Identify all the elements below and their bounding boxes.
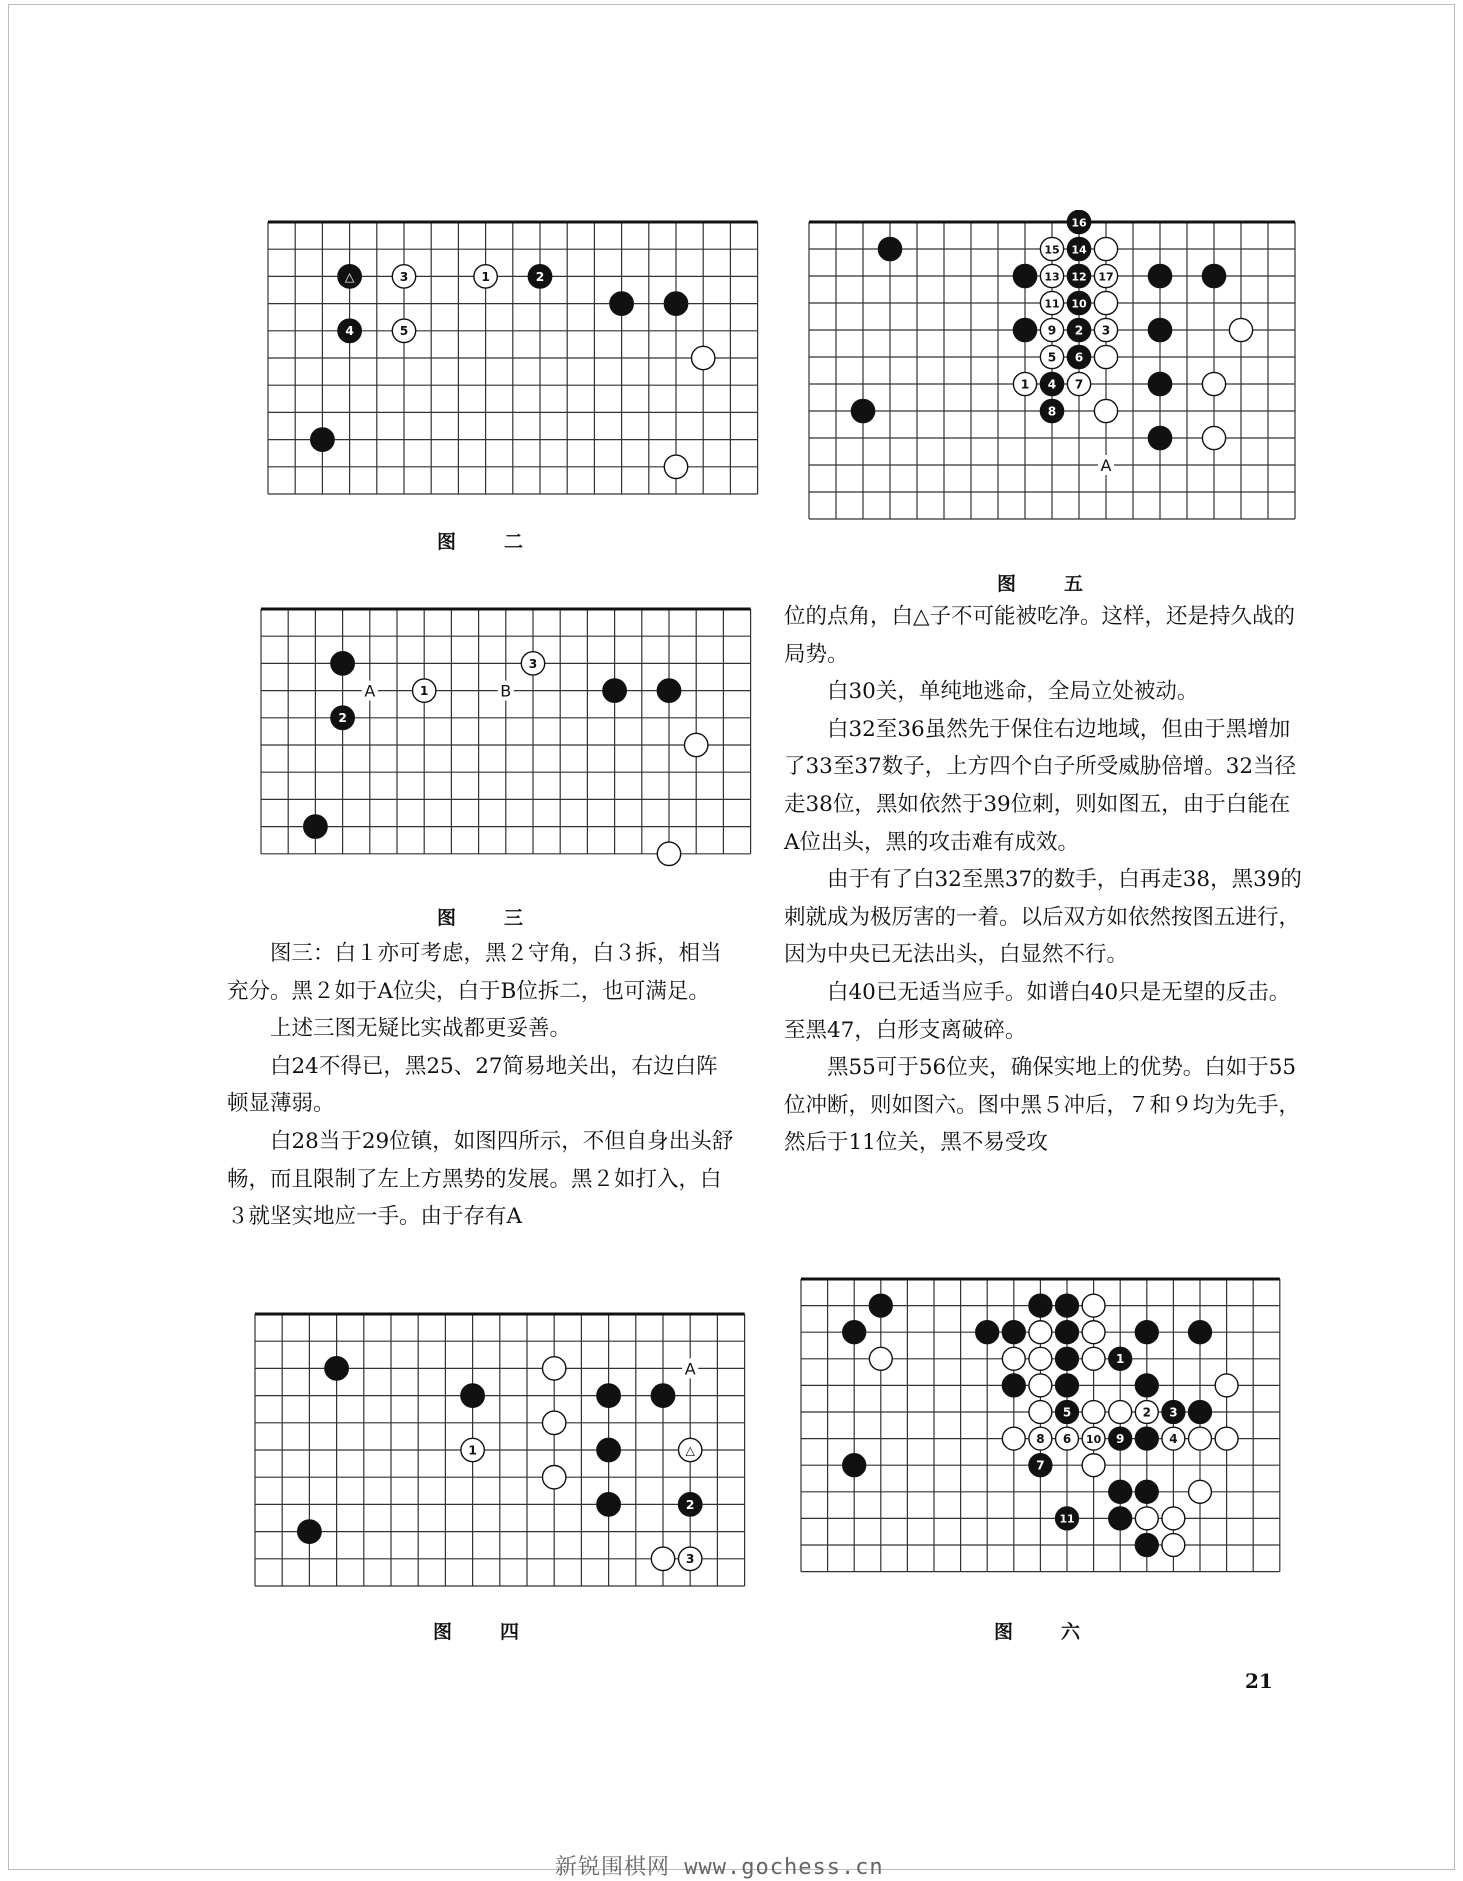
black-stone [461, 1384, 484, 1407]
caption-fig5 [997, 569, 1085, 596]
move-number: 2 [1142, 1405, 1151, 1420]
move-number: 1 [481, 269, 490, 284]
caption-fig5-word1: 图 [997, 573, 1019, 595]
white-stone [1040, 291, 1063, 314]
paragraph: 位的点角，白△子不可能被吃净。这样，还是持久战的局势。 [784, 604, 1296, 667]
black-stone [298, 1520, 321, 1543]
black-stone [1162, 1401, 1185, 1424]
paragraph: 黑55可于56位夹，确保实地上的优势。白如于55位冲断，则如图六。图中黑５冲后，７和９均为先手，然后于11位关，黑不易受攻 [784, 1055, 1301, 1156]
white-stone [521, 652, 544, 675]
board-mark-label: B [500, 681, 512, 701]
paragraph: 上述三图无疑比实战都更妥善。 [270, 1016, 572, 1042]
white-stone [1189, 1427, 1212, 1450]
caption-fig6-word2: 六 [1061, 1621, 1083, 1643]
board-grid [261, 609, 751, 854]
footer-watermark: 新锐围棋网 www.gochess.cn [555, 1855, 884, 1880]
caption-fig4-word1: 图 [433, 1621, 455, 1643]
paragraph: 图三：白１亦可考虑，黑２守角，白３拆，相当充分。黑２如于A位尖，白于B位拆二，也可满足。 [227, 941, 722, 1004]
black-stone [851, 399, 874, 422]
white-stone [1162, 1507, 1185, 1530]
black-stone [338, 265, 361, 288]
move-number: 2 [535, 269, 545, 284]
white-stone [1162, 1534, 1185, 1557]
white-stone [1189, 1480, 1212, 1503]
black-stone [325, 1357, 348, 1380]
paragraph: 白30关，单纯地逃命，全局立处被动。 [827, 679, 1199, 705]
move-number: 6 [1062, 1431, 1072, 1446]
black-stone [1029, 1454, 1052, 1477]
black-stone [679, 1493, 702, 1516]
move-number: 11 [1059, 1512, 1075, 1526]
caption-fig3 [437, 903, 525, 930]
black-stone [1029, 1294, 1052, 1317]
black-stone [338, 319, 361, 342]
white-stone [1162, 1427, 1185, 1450]
white-stone [679, 1438, 702, 1461]
paragraph: 白40已无适当应手。如谱白40只是无望的反击。至黑47，白形支离破碎。 [784, 979, 1291, 1043]
move-number: 6 [1074, 350, 1084, 365]
white-stone [392, 265, 415, 288]
white-stone [1082, 1454, 1105, 1477]
caption-fig2-word2: 二 [504, 531, 526, 553]
white-stone [1094, 264, 1117, 287]
white-stone [1215, 1374, 1238, 1397]
go-diagram-fig5 [797, 210, 1302, 530]
move-number: 3 [1101, 323, 1111, 338]
black-stone [1135, 1534, 1158, 1557]
move-number: 5 [399, 324, 409, 339]
white-stone [1029, 1427, 1052, 1450]
black-stone [869, 1294, 892, 1317]
white-stone [1040, 264, 1063, 287]
move-number: 5 [1047, 350, 1057, 365]
black-stone [1067, 318, 1090, 341]
white-stone [1229, 318, 1252, 341]
white-stone [1202, 372, 1225, 395]
black-stone [1013, 318, 1036, 341]
black-stone [1148, 264, 1171, 287]
move-number: 12 [1071, 270, 1087, 284]
black-stone [1067, 291, 1090, 314]
black-stone [1067, 210, 1090, 233]
move-number: 9 [1047, 323, 1057, 338]
move-number: 9 [1116, 1431, 1125, 1446]
white-stone [1082, 1321, 1105, 1344]
black-stone [1148, 372, 1171, 395]
black-stone [976, 1321, 999, 1344]
caption-fig2-word1: 图 [437, 531, 459, 553]
white-stone [1029, 1401, 1052, 1424]
move-number: 2 [685, 1497, 695, 1512]
black-stone [610, 292, 633, 315]
white-stone [1029, 1374, 1052, 1397]
black-stone [1056, 1321, 1079, 1344]
white-stone [543, 1357, 566, 1380]
caption-fig6 [994, 1617, 1082, 1644]
black-stone [1202, 264, 1225, 287]
move-number: 1 [419, 684, 429, 699]
paragraph: 白24不得已，黑25、27简易地关出，右边白阵顿显薄弱。 [227, 1053, 718, 1117]
caption-fig4-word2: 四 [500, 1621, 522, 1643]
white-stone [692, 346, 715, 369]
move-number: 8 [1047, 404, 1057, 419]
move-number: 14 [1071, 243, 1087, 257]
move-number: 4 [345, 324, 354, 339]
board-mark-label: A [1100, 456, 1112, 475]
black-stone [664, 292, 687, 315]
black-stone [1148, 426, 1171, 449]
text-column-left [227, 935, 739, 1236]
move-number: 2 [338, 711, 347, 726]
white-stone [1082, 1401, 1105, 1424]
white-stone [657, 842, 680, 865]
white-stone [461, 1438, 484, 1461]
move-number: 2 [1074, 323, 1084, 338]
caption-fig3-word1: 图 [437, 907, 459, 929]
white-stone [651, 1547, 674, 1570]
caption-fig5-word2: 五 [1064, 573, 1086, 595]
move-number: 3 [399, 269, 409, 284]
black-stone [1056, 1374, 1079, 1397]
go-diagram-fig4 [241, 1302, 746, 1592]
move-number: 1 [468, 1443, 477, 1458]
white-stone [1202, 426, 1225, 449]
white-stone [1040, 345, 1063, 368]
white-stone [685, 733, 708, 756]
white-stone [1094, 345, 1117, 368]
black-stone [1067, 237, 1090, 260]
white-stone [1109, 1401, 1132, 1424]
black-stone [1135, 1321, 1158, 1344]
board-mark-label: A [364, 681, 376, 701]
caption-fig2 [437, 527, 525, 554]
move-number: 7 [1036, 1458, 1045, 1473]
text-column-right [784, 598, 1304, 1162]
black-stone [597, 1384, 620, 1407]
white-stone [1082, 1427, 1105, 1450]
caption-fig3-word2: 三 [504, 907, 526, 929]
black-stone [528, 265, 551, 288]
black-stone [1040, 372, 1063, 395]
black-stone [1056, 1347, 1079, 1370]
move-number: 10 [1071, 297, 1087, 311]
black-stone [1109, 1427, 1132, 1450]
black-stone [1189, 1321, 1212, 1344]
board-mark-label: A [684, 1359, 696, 1379]
black-stone [1148, 318, 1171, 341]
white-stone [679, 1547, 702, 1570]
black-stone [1067, 264, 1090, 287]
move-number: 10 [1086, 1432, 1102, 1446]
move-number: 4 [1169, 1431, 1178, 1446]
book-page [8, 4, 1455, 1870]
white-stone [664, 455, 687, 478]
white-stone [1040, 237, 1063, 260]
move-number: 15 [1044, 243, 1060, 257]
white-stone [869, 1347, 892, 1370]
white-stone [474, 265, 497, 288]
black-stone [843, 1454, 866, 1477]
black-stone [603, 679, 626, 702]
move-number: 8 [1036, 1431, 1045, 1446]
paragraph: 白32至36虽然先于保住右边地域，但由于黑增加了33至37数子，上方四个白子所受威胁倍增。32当径走38位，黑如依然于39位刺，则如图五，由于白能在A位出头，黑的攻击难有成效。 [784, 716, 1297, 855]
white-stone [1040, 318, 1063, 341]
black-stone [1013, 264, 1036, 287]
paragraph: 由于有了白32至黑37的数手，白再走38，黑39的刺就成为极厉害的一着。以后双方如依然按图五进行，因为中央已无法出头，白显然不行。 [784, 867, 1302, 968]
white-stone [1082, 1347, 1105, 1370]
white-stone [1002, 1347, 1025, 1370]
board-grid [255, 1314, 745, 1586]
black-stone [1189, 1401, 1212, 1424]
move-number: 1 [1020, 377, 1030, 392]
move-number: 3 [1169, 1405, 1178, 1420]
white-stone [1082, 1294, 1105, 1317]
white-stone [413, 679, 436, 702]
black-stone [1109, 1507, 1132, 1530]
white-stone [1094, 399, 1117, 422]
white-stone [1002, 1427, 1025, 1450]
black-stone [597, 1438, 620, 1461]
caption-fig4 [433, 1617, 521, 1644]
white-stone [1094, 237, 1117, 260]
black-stone [1135, 1374, 1158, 1397]
black-stone [651, 1384, 674, 1407]
black-stone [1056, 1507, 1079, 1530]
white-stone [543, 1411, 566, 1434]
white-stone [1013, 372, 1036, 395]
black-stone [1056, 1294, 1079, 1317]
white-stone [1094, 318, 1117, 341]
black-stone [1002, 1374, 1025, 1397]
move-number: 5 [1062, 1405, 1072, 1420]
white-stone [1067, 372, 1090, 395]
move-number: 16 [1071, 216, 1087, 230]
black-stone [1002, 1321, 1025, 1344]
white-stone [1135, 1401, 1158, 1424]
black-stone [1056, 1401, 1079, 1424]
move-number: 4 [1047, 377, 1057, 392]
black-stone [311, 428, 334, 451]
white-stone [1029, 1347, 1052, 1370]
caption-fig6-word1: 图 [994, 1621, 1016, 1643]
board-grid [268, 222, 758, 494]
black-stone [331, 706, 354, 729]
black-stone [1109, 1347, 1132, 1370]
move-number: 17 [1098, 270, 1114, 284]
white-stone [1135, 1507, 1158, 1530]
black-stone [1067, 345, 1090, 368]
black-stone [1135, 1480, 1158, 1503]
move-number: 7 [1074, 377, 1084, 392]
black-stone [878, 237, 901, 260]
paragraph: 白28当于29位镇，如图四所示，不但自身出头舒畅，而且限制了左上方黑势的发展。黑２如打入，白３就坚实地应一手。由于存有A [227, 1128, 734, 1230]
white-stone [543, 1466, 566, 1489]
white-stone [1029, 1321, 1052, 1344]
black-stone [1135, 1427, 1158, 1450]
move-number: △ [685, 1443, 695, 1458]
move-number: 11 [1044, 297, 1060, 311]
go-diagram-fig2 [254, 210, 759, 500]
move-number: △ [344, 269, 355, 284]
black-stone [657, 679, 680, 702]
white-stone [1215, 1427, 1238, 1450]
black-stone [843, 1321, 866, 1344]
move-number: 13 [1044, 270, 1060, 284]
move-number: 3 [685, 1552, 695, 1567]
black-stone [331, 652, 354, 675]
move-number: 1 [1116, 1352, 1125, 1367]
move-number: 3 [528, 656, 538, 671]
white-stone [392, 319, 415, 342]
go-diagram-fig6 [787, 1267, 1302, 1617]
go-diagram-fig3 [247, 597, 752, 887]
black-stone [1040, 399, 1063, 422]
white-stone [1056, 1427, 1079, 1450]
black-stone [304, 815, 327, 838]
black-stone [597, 1493, 620, 1516]
white-stone [1094, 291, 1117, 314]
page-number: 21 [1245, 1669, 1273, 1693]
black-stone [1109, 1480, 1132, 1503]
